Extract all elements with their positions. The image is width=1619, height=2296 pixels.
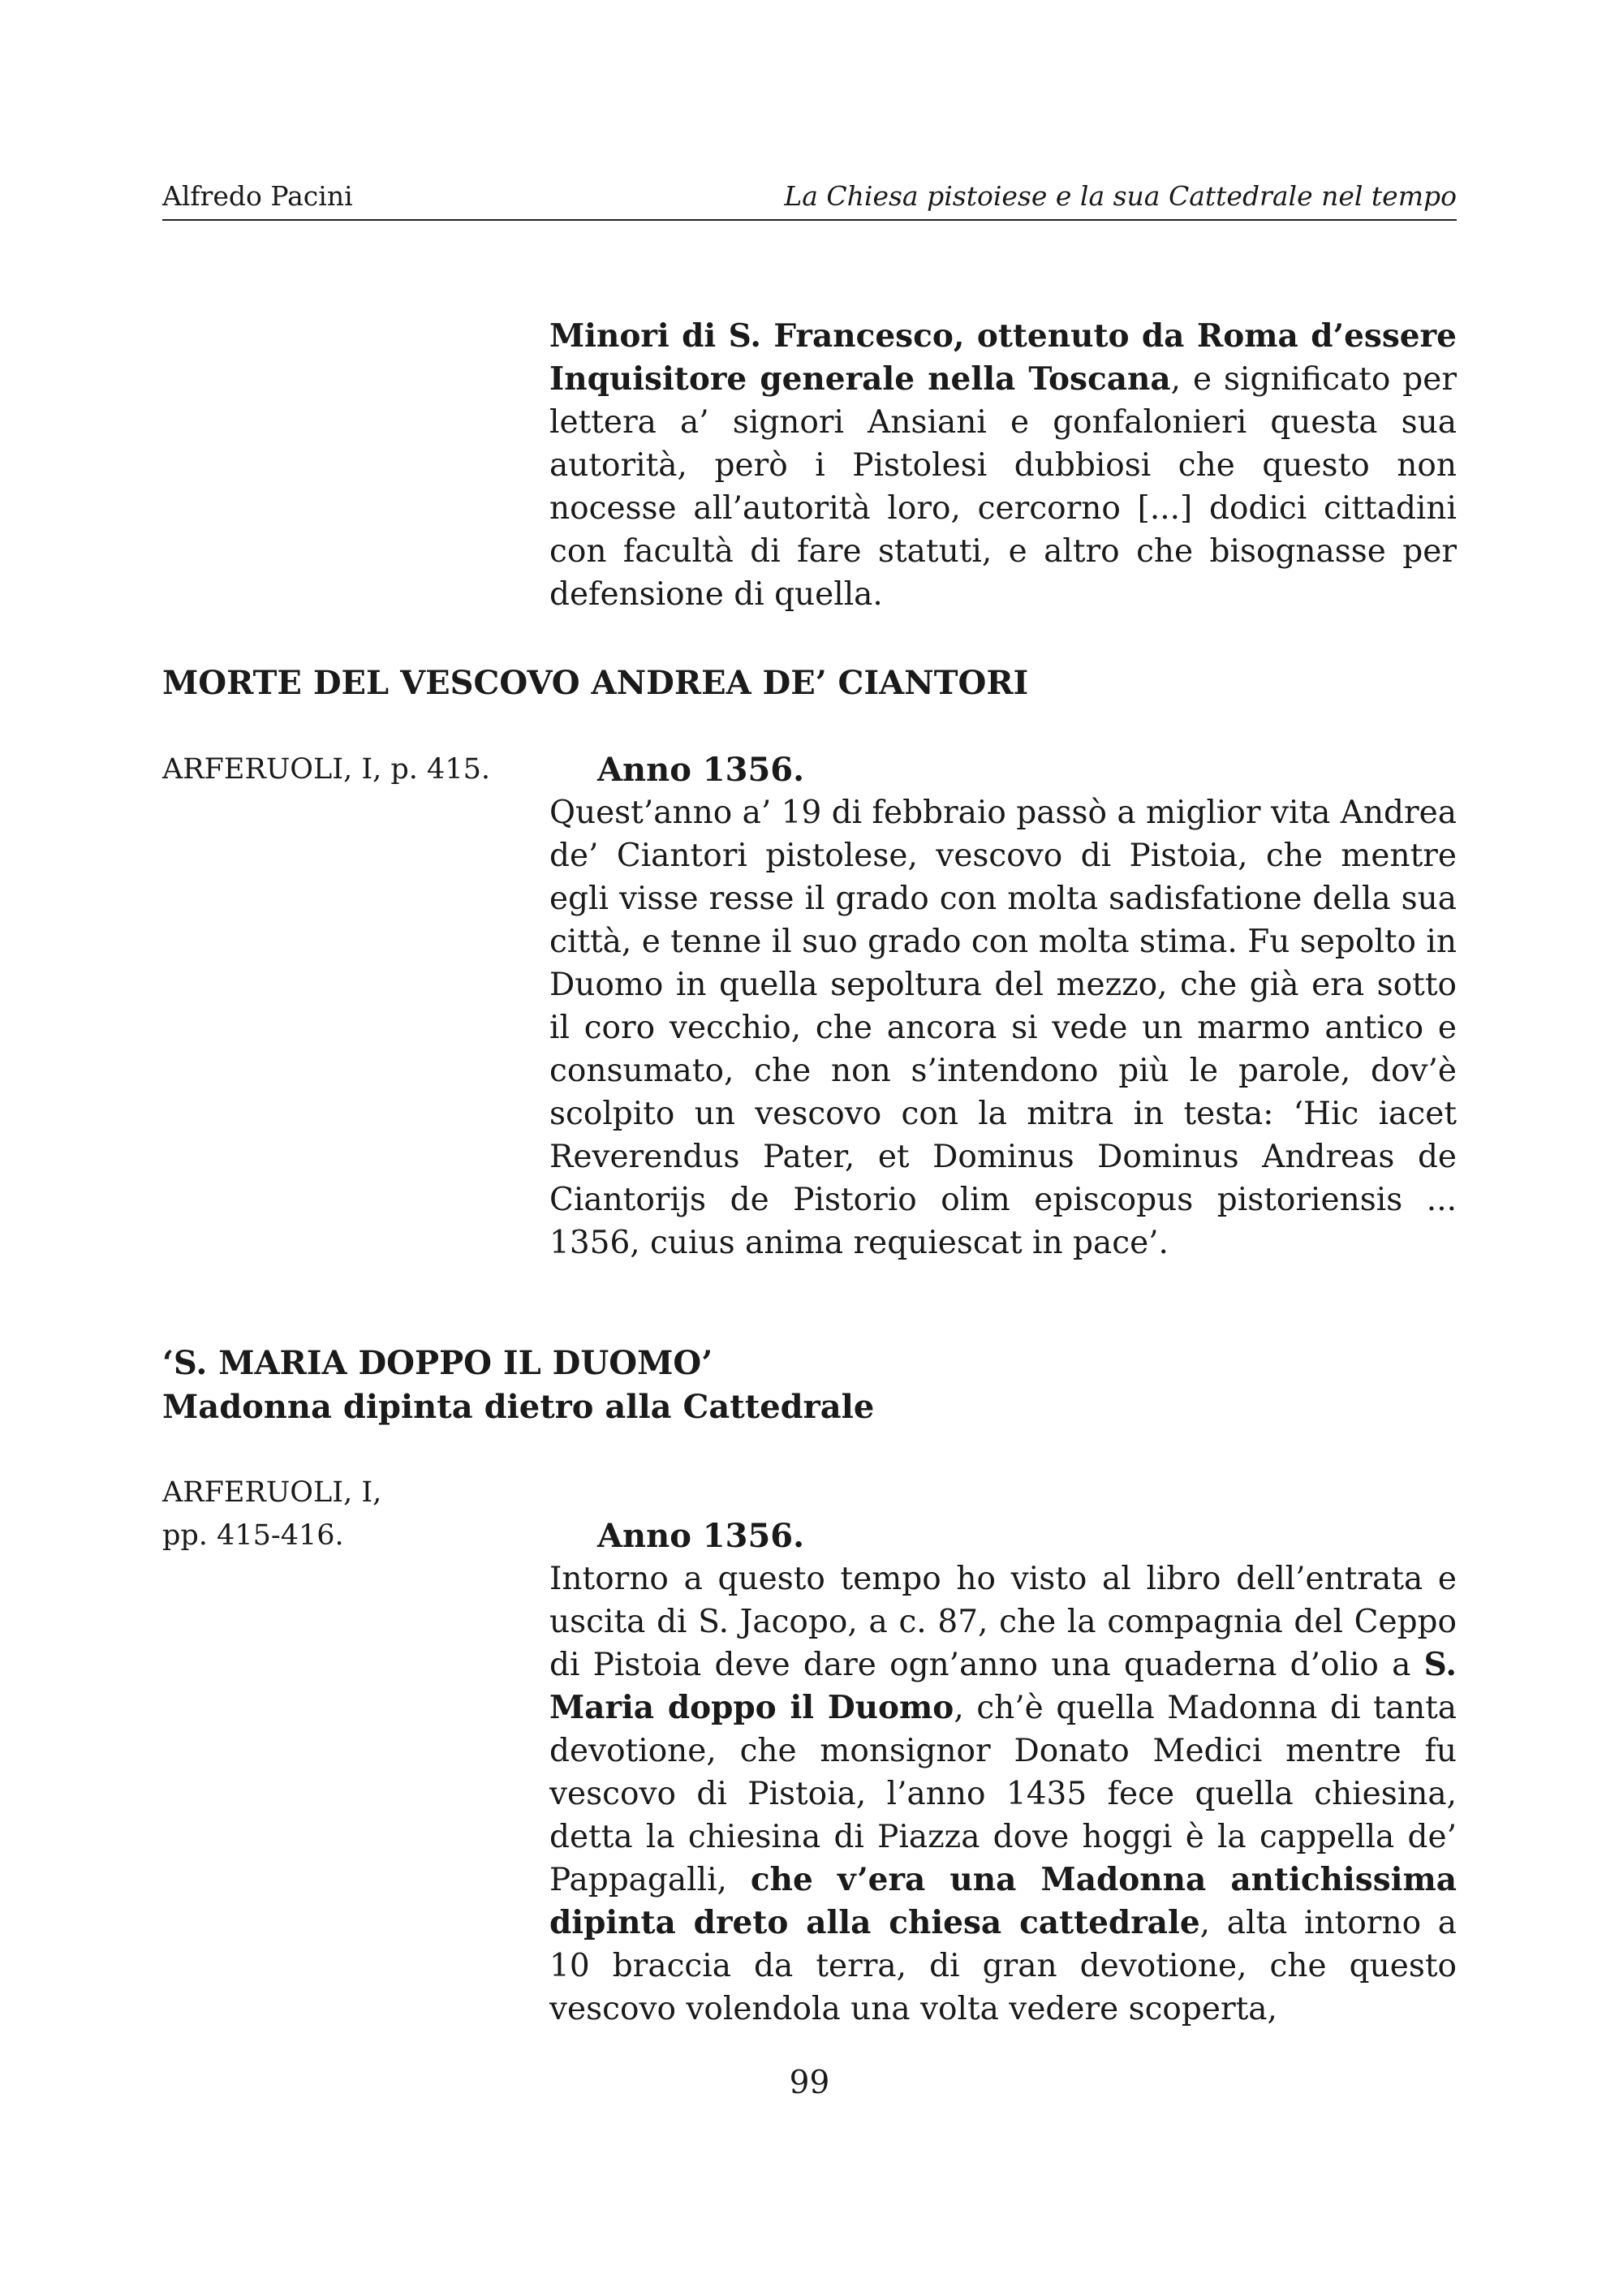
intro-text: , e significato per lettera a’ signori Ansiani e gonfalonieri questa sua autorità, però i Pistolesi dubbiosi che questo non nocesse all’autorità loro, cercorno [...] dodici cittadini con facultà di fare statuti, e altro che bisognasse per defensione di quella. (549, 361, 1457, 613)
intro-paragraph (549, 315, 1457, 616)
section2-text-c: , ch’è quella Madonna di tanta devotione, che monsignor Donato Medici mentre fu vescovo di Pistoia, l’anno 1435 fece quella chiesina, detta la chiesina di Piazza dove hoggi è la cappella de’ Pappagalli, (549, 1690, 1457, 1898)
section2-text-e: , alta intorno a 10 braccia da terra, di gran devotione, che questo vescovo volendola una volta vedere scoperta, (549, 1905, 1457, 2027)
running-header (162, 180, 1457, 222)
intro-bold-text: Minori di S. Francesco, ottenuto da Roma d’essere Inquisitore generale nella Toscana (549, 317, 1457, 398)
page-number: 99 (789, 2065, 830, 2101)
section1-paragraph: Quest’anno a’ 19 di febbraio passò a miglior vita Andrea de’ Ciantori pistolese, vescovo di Pistoia, che mentre egli visse resse il grado con molta sadisfatione della sua città, e tenne il suo grado con molta stima. Fu sepolto in Duomo in quella sepoltura del mezzo, che già era sotto il coro vecchio, che ancora si vede un marmo antico e consumato, che non s’intendono più le parole, dov’è scolpito un vescovo con la mitra in testa: ‘Hic iacet Reverendus Pater, et Dominus Dominus Andreas de Ciantorijs de Pistorio olim episcopus pistoriensis ... 1356, cuius anima requiescat in pace’. (549, 795, 1457, 1261)
section2-year: Anno 1356. (597, 1517, 805, 1555)
section2-heading (162, 1342, 874, 1429)
section2-bold-b: S. Maria doppo il Duomo (549, 1646, 1457, 1726)
section2-bold-d: che v’era una Madonna antichissima dipinta dreto alla chiesa cattedrale (549, 1861, 1458, 1941)
section1-source (162, 748, 503, 791)
section2-source-line1: ARFERUOLI, I, (162, 1476, 382, 1509)
header-author: Alfredo Pacini (162, 180, 353, 212)
section2-heading-line2: Madonna dipinta dietro alla Cattedrale (162, 1388, 875, 1426)
header-rule (162, 219, 1457, 221)
section2-heading-line1: ‘S. MARIA DOPPO IL DUOMO’ (162, 1344, 713, 1382)
header-book-title: La Chiesa pistoiese e la sua Cattedrale nel tempo (784, 180, 1457, 212)
section2-body (549, 1557, 1457, 2031)
section1-year: Anno 1356. (597, 751, 805, 789)
section1-source-text: ARFERUOLI, I, p. 415. (162, 753, 490, 786)
section1-body (549, 791, 1457, 1264)
section2-source (162, 1471, 503, 1557)
section2-source-line2: pp. 415-416. (162, 1519, 344, 1552)
section1-heading: MORTE DEL VESCOVO ANDREA DE’ CIANTORI (162, 664, 1029, 702)
section2-text-a: Intorno a questo tempo ho visto al libro dell’entrata e uscita di S. Jacopo, a c. 87, che la compagnia del Ceppo di Pistoia deve dare ogn’anno una quaderna d’olio a (549, 1561, 1457, 1683)
